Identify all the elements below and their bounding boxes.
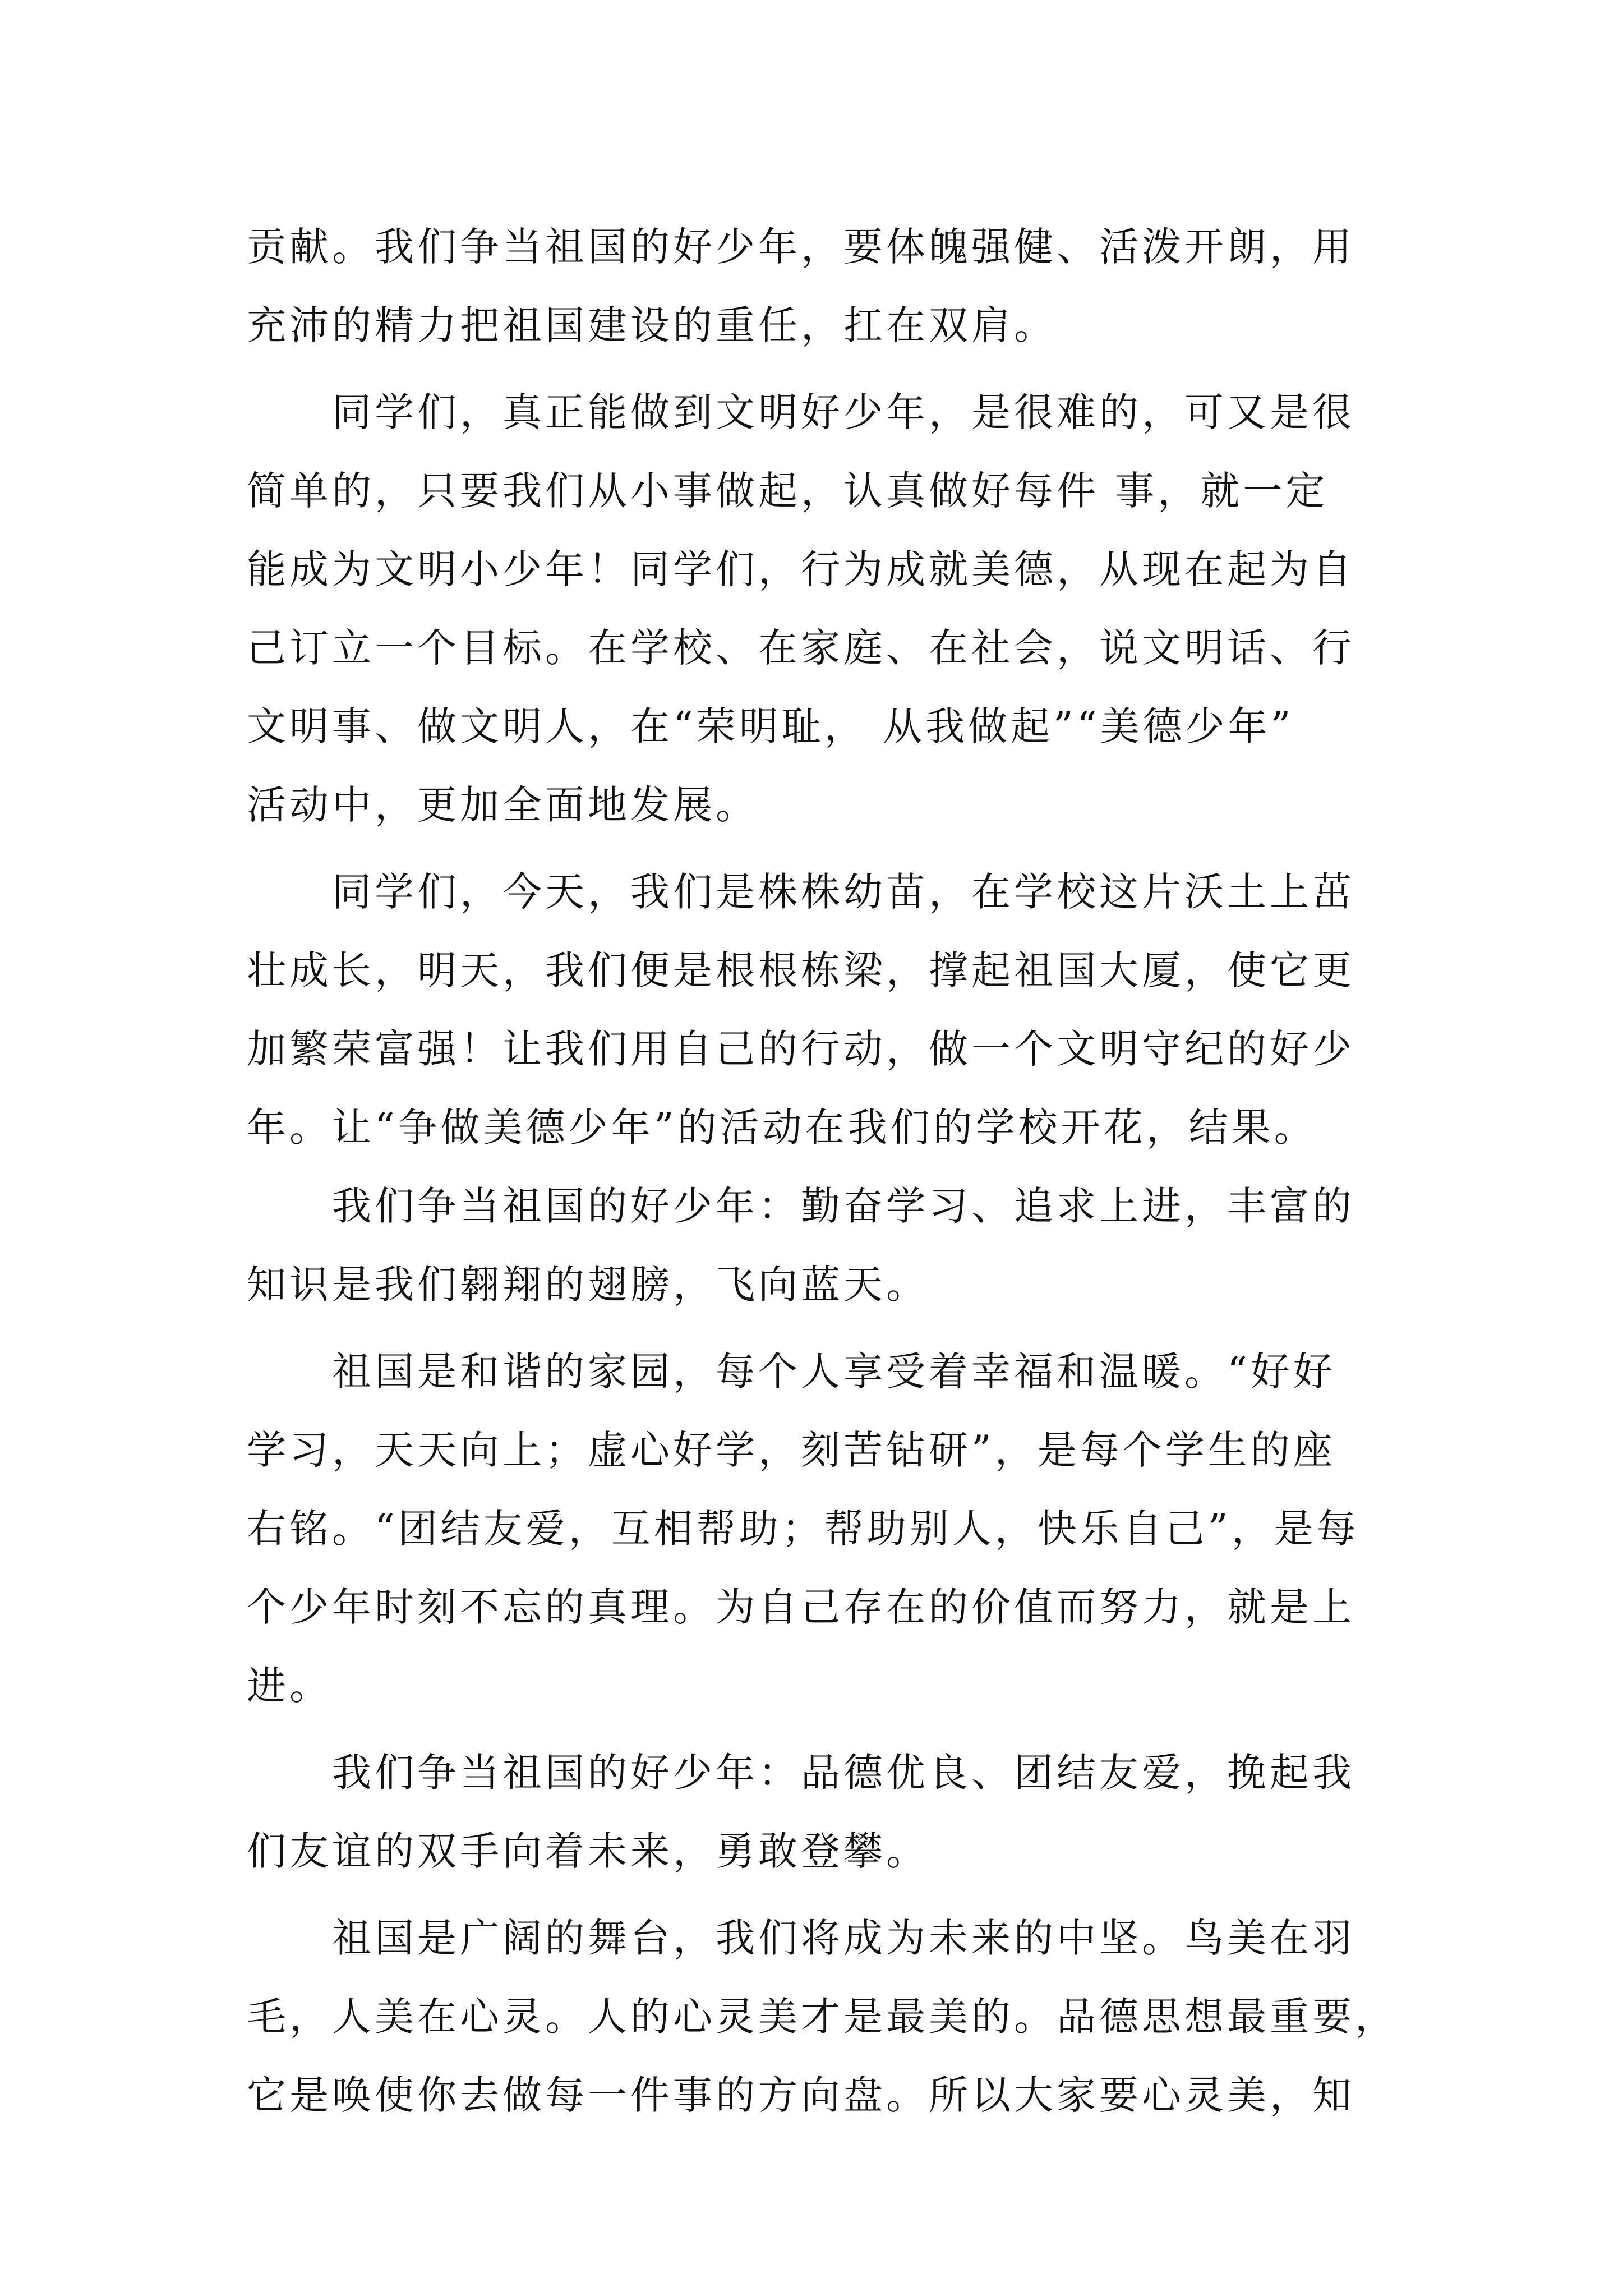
text-line: 个少年时刻不忘的真理。为自己存在的价值而努力，就是上 bbox=[247, 1584, 1355, 1630]
text-line: 年。让“争做美德少年”的活动在我们的学校开花，结果。 bbox=[247, 1105, 1317, 1151]
text-line: 加繁荣富强！让我们用自己的行动，做一个文明守纪的好少 bbox=[247, 1026, 1355, 1072]
text-line: 学习，天天向上；虚心好学，刻苦钻研”，是每个学生的座 bbox=[247, 1427, 1336, 1473]
text-line: 简单的，只要我们从小事做起，认真做好每件 事，就一定 bbox=[247, 468, 1329, 514]
text-line: 壮成长，明天，我们便是根根栋梁，撑起祖国大厦，使它更 bbox=[247, 947, 1355, 993]
text-line: 右铭。“团结友爱，互相帮助；帮助别人，快乐自己”，是每 bbox=[247, 1506, 1359, 1552]
text-line: 它是唤使你去做每一件事的方向盘。所以大家要心灵美，知 bbox=[247, 2072, 1355, 2118]
text-line: 能成为文明小少年！同学们，行为成就美德，从现在起为自 bbox=[247, 546, 1355, 592]
text-line: 己订立一个目标。在学校、在家庭、在社会，说文明话、行 bbox=[247, 625, 1355, 671]
paragraph-first-line: 同学们，今天，我们是株株幼苗，在学校这片沃土上茁 bbox=[332, 869, 1355, 915]
text-line: 充沛的精力把祖国建设的重任，扛在双肩。 bbox=[247, 302, 1057, 348]
paragraph-first-line: 同学们，真正能做到文明好少年，是很难的，可又是很 bbox=[332, 389, 1355, 435]
paragraph-first-line: 祖国是和谐的家园，每个人享受着幸福和温暖。“好好 bbox=[332, 1349, 1336, 1395]
text-line: 进。 bbox=[247, 1663, 332, 1709]
text-line: 们友谊的双手向着未来，勇敢登攀。 bbox=[247, 1828, 929, 1874]
text-line: 贡献。我们争当祖国的好少年，要体魄强健、活泼开朗，用 bbox=[247, 224, 1355, 270]
paragraph-first-line: 我们争当祖国的好少年：品德优良、团结友爱，挽起我 bbox=[332, 1750, 1355, 1796]
text-line: 活动中，更加全面地发展。 bbox=[247, 782, 758, 828]
text-line: 毛，人美在心灵。人的心灵美才是最美的。品德思想最重要， bbox=[247, 1994, 1398, 2040]
paragraph-first-line: 我们争当祖国的好少年：勤奋学习、追求上进，丰富的 bbox=[332, 1183, 1355, 1229]
text-line: 知识是我们翱翔的翅膀，飞向蓝天。 bbox=[247, 1262, 929, 1308]
text-line: 文明事、做文明人，在“荣明耻， 从我做起”“美德少年” bbox=[247, 703, 1294, 749]
paragraph-first-line: 祖国是广阔的舞台，我们将成为未来的中坚。鸟美在羽 bbox=[332, 1915, 1355, 1961]
document-body bbox=[247, 208, 1396, 2134]
